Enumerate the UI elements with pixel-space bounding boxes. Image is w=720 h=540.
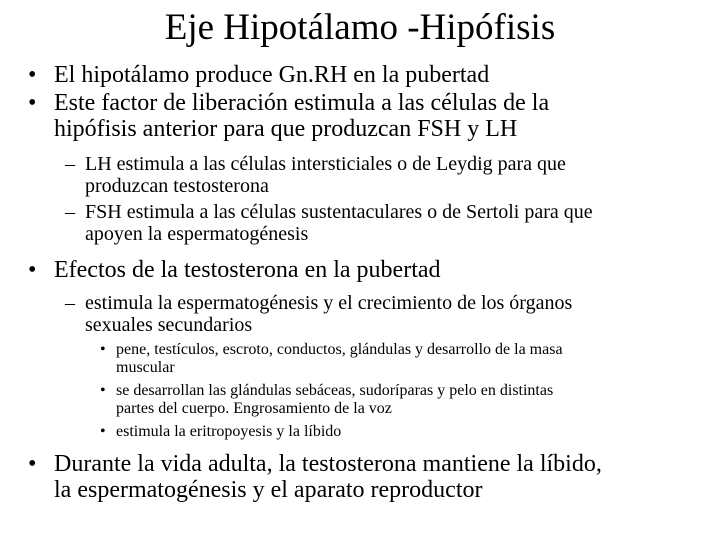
- bullet-text-line2: hipófisis anterior para que produzcan FSH y LH: [54, 116, 518, 142]
- bullet-text: El hipotálamo produce Gn.RH en la pubertad: [54, 62, 490, 88]
- bullet-releasing-factor: [24, 90, 704, 142]
- sub-bullet-lh: [61, 153, 704, 197]
- sub-bullet-text-line1: estimula la espermatogénesis y el crecimiento de los órganos: [85, 292, 573, 314]
- bullet-testosterone-effects: [24, 257, 704, 283]
- dash-marker: –: [65, 153, 75, 175]
- bullet-marker: •: [28, 90, 37, 116]
- sub-bullet-text-line2: produzcan testosterona: [85, 175, 269, 197]
- sub-sub-bullet-text-line2: partes del cuerpo. Engrosamiento de la voz: [116, 400, 392, 417]
- sub-bullet-fsh: [61, 201, 704, 245]
- bullet-marker: •: [28, 62, 37, 88]
- slide-content: [24, 62, 704, 503]
- sub-sub-bullet-text-line1: se desarrollan las glándulas sebáceas, sudoríparas y pelo en distintas: [116, 382, 554, 399]
- sub-sub-bullet-text: estimula la eritropoyesis y la líbido: [116, 423, 342, 440]
- slide-title: Eje Hipotálamo -Hipófisis: [164, 7, 556, 48]
- sub-sub-bullet-text-line2: muscular: [116, 359, 175, 376]
- bullet-adult-life: [24, 451, 704, 503]
- sub-bullet-text-line2: apoyen la espermatogénesis: [85, 223, 309, 245]
- sub-bullet-text-line2: sexuales secundarios: [85, 314, 253, 336]
- sub-sub-bullet-glands: [96, 382, 704, 418]
- sub-sub-bullet-erythropoiesis: [96, 423, 704, 441]
- small-bullet-marker: •: [100, 382, 106, 399]
- bullet-marker: •: [28, 257, 37, 283]
- bullet-text-line2: la espermatogénesis y el aparato reproductor: [54, 477, 483, 503]
- sub-bullet-text-line1: LH estimula a las células intersticiales o de Leydig para que: [85, 153, 566, 175]
- bullet-text: Efectos de la testosterona en la pubertad: [54, 257, 441, 283]
- dash-marker: –: [65, 292, 75, 314]
- sub-sub-bullet-organs: [96, 341, 704, 377]
- small-bullet-marker: •: [100, 341, 106, 358]
- small-bullet-marker: •: [100, 423, 106, 440]
- dash-marker: –: [65, 201, 75, 223]
- bullet-text-line1: Este factor de liberación estimula a las células de la: [54, 90, 550, 116]
- bullet-marker: •: [28, 451, 37, 477]
- sub-sub-bullet-text-line1: pene, testículos, escroto, conductos, glándulas y desarrollo de la masa: [116, 341, 563, 358]
- bullet-text-line1: Durante la vida adulta, la testosterona mantiene la líbido,: [54, 451, 602, 477]
- sub-bullet-spermatogenesis: [61, 292, 704, 336]
- sub-bullet-text-line1: FSH estimula a las células sustentaculares o de Sertoli para que: [85, 201, 593, 223]
- bullet-gnrh: [24, 62, 704, 88]
